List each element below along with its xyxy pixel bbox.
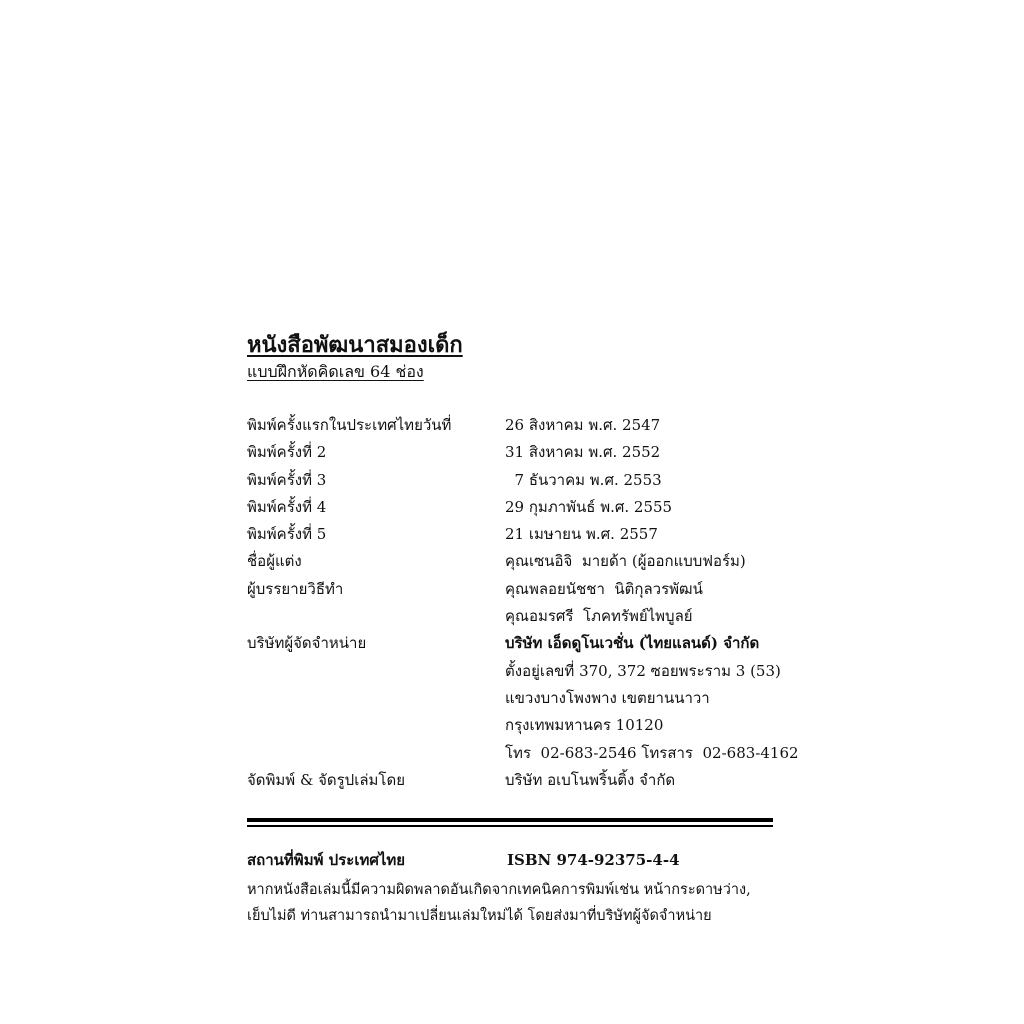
credit-value: 26 สิงหาคม พ.ศ. 2547 (505, 416, 661, 434)
credit-value: บริษัท อเบโนพริ้นติ้ง จำกัด (505, 770, 676, 789)
credit-row-phone (247, 740, 827, 767)
notice-line-1: หากหนังสือเล่มนี้มีความผิดพลาดอันเกิดจากเทคนิคการพิมพ์เช่น หน้ากระดาษว่าง, (247, 882, 751, 899)
credit-label: พิมพ์ครั้งที่ 2 (247, 443, 327, 462)
credit-row-first-print (247, 412, 827, 439)
double-rule-divider (247, 818, 773, 827)
book-subtitle: แบบฝึกหัดคิดเลข 64 ช่อง (247, 362, 424, 381)
credit-row-print-5 (247, 521, 827, 548)
credit-row-author (247, 548, 827, 575)
credits-list (247, 412, 827, 794)
credit-value: บริษัท เอ็ดดูโนเวชั่น (ไทยแลนด์) จำกัด (505, 634, 760, 653)
credit-value: โทร 02-683-2546 โทรสาร 02-683-4162 (505, 743, 799, 762)
credit-label (247, 685, 505, 712)
credit-row-address-3 (247, 712, 827, 739)
credit-value: คุณพลอยนัชชา นิติกุลวรพัฒน์ (505, 579, 703, 598)
credit-value: กรุงเทพมหานคร 10120 (505, 716, 664, 735)
credit-value: 31 สิงหาคม พ.ศ. 2552 (505, 443, 661, 462)
credit-label: บริษัทผู้จัดจำหน่าย (247, 634, 367, 653)
copyright-page (247, 330, 827, 929)
credit-label: จัดพิมพ์ & จัดรูปเล่มโดย (247, 770, 405, 789)
isbn: ISBN 974-92375-4-4 (507, 851, 680, 870)
credit-row-address-2 (247, 685, 827, 712)
credit-value: 21 เมษายน พ.ศ. 2557 (505, 525, 658, 544)
credit-row-address-1 (247, 658, 827, 685)
credit-label: ผู้บรรยายวิธีทำ (247, 579, 344, 598)
rule-thin-line (247, 825, 773, 827)
credit-value: คุณเซนอิจิ มายด้า (ผู้ออกแบบฟอร์ม) (505, 552, 746, 571)
credit-value: คุณอมรศรี โภคทรัพย์ไพบูลย์ (505, 607, 693, 626)
credit-row-distributor (247, 630, 827, 657)
print-place: สถานที่พิมพ์ ประเทศไทย (247, 851, 406, 870)
credit-label (247, 658, 505, 685)
book-title: หนังสือพัฒนาสมองเด็ก (247, 332, 463, 358)
credit-row-print-2 (247, 439, 827, 466)
credit-label: ชื่อผู้แต่ง (247, 552, 302, 571)
credit-label: พิมพ์ครั้งแรกในประเทศไทยวันที่ (247, 416, 452, 434)
credit-label: พิมพ์ครั้งที่ 5 (247, 525, 327, 544)
credit-value: แขวงบางโพงพาง เขตยานนาวา (505, 688, 710, 707)
credit-label: พิมพ์ครั้งที่ 3 (247, 470, 327, 489)
credit-label (247, 740, 505, 767)
credit-row-printer (247, 767, 827, 794)
footer-heading (247, 847, 827, 873)
credit-row-narrator-2 (247, 603, 827, 630)
credit-label (247, 712, 505, 739)
credit-row-print-3 (247, 467, 827, 494)
credit-value: 7 ธันวาคม พ.ศ. 2553 (505, 470, 662, 489)
defect-notice (247, 877, 827, 929)
credit-row-narrator (247, 576, 827, 603)
credit-label (247, 603, 505, 630)
notice-line-2: เย็บไม่ดี ท่านสามารถนำมาเปลี่ยนเล่มใหม่ได้ โดยส่งมาที่บริษัทผู้จัดจำหน่าย (247, 908, 712, 925)
credit-row-print-4 (247, 494, 827, 521)
credit-value: 29 กุมภาพันธ์ พ.ศ. 2555 (505, 497, 673, 516)
credit-value: ตั้งอยู่เลขที่ 370, 372 ซอยพระราม 3 (53) (505, 661, 781, 680)
credit-label: พิมพ์ครั้งที่ 4 (247, 497, 327, 516)
